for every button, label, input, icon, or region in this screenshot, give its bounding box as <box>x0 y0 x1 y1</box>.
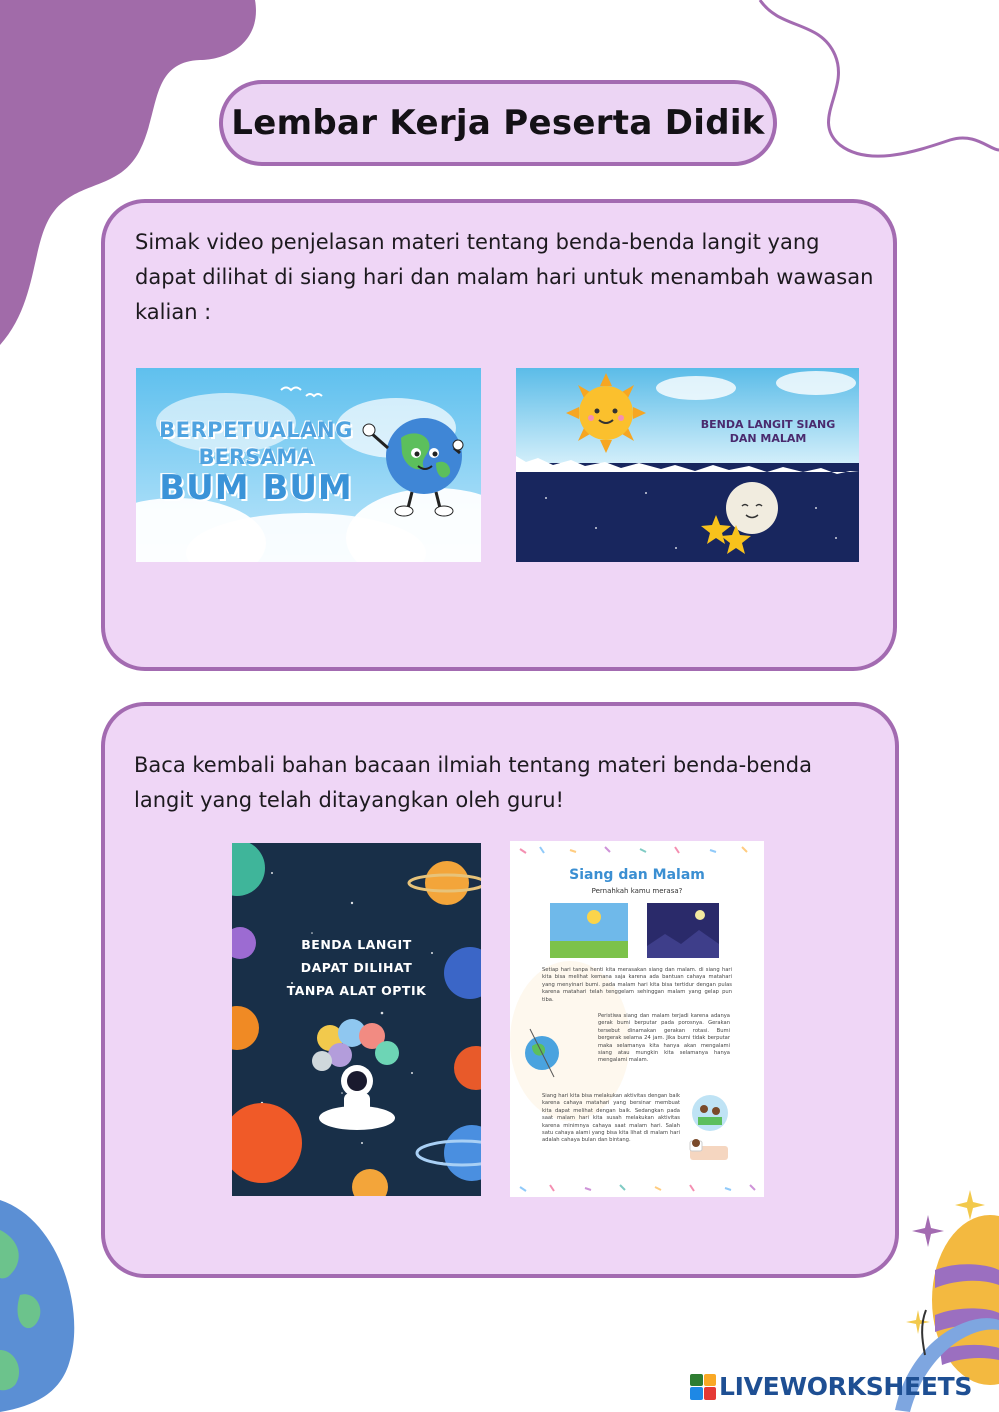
night-landscape-icon <box>647 903 719 958</box>
page-title: Lembar Kerja Peserta Didik <box>231 103 765 143</box>
video-instruction-text: Simak video penjelasan materi tentang benda-benda langit yang dapat dilihat di siang hari dan malam hari untuk menambah wawasan kalian : <box>135 230 874 324</box>
reading-instruction-text: Baca kembali bahan bacaan ilmiah tentang materi benda-benda langit yang telah ditayangkan oleh guru! <box>134 753 812 812</box>
page-title-pill <box>219 80 777 166</box>
watermark-text: LIVEWORKSHEETS <box>719 1372 973 1401</box>
moon-character-icon <box>726 482 778 534</box>
thumbnail-title-line: BERSAMA <box>198 445 314 469</box>
decorative-wave-line <box>740 0 999 170</box>
video-thumbnail-bumbum[interactable] <box>136 368 481 562</box>
video-section-card <box>101 199 897 671</box>
liveworksheets-logo-icon <box>690 1374 716 1400</box>
liveworksheets-watermark <box>690 1372 972 1401</box>
thumbnail-title-line: BERPETUALANG <box>159 418 353 442</box>
thumbnail-title-line: BUM BUM <box>159 468 353 508</box>
reading-page-paragraph: Setiap hari tanpa henti kita merasakan siang dan malam. di siang hari kita bisa melihat kemana saja karena ada bantuan cahaya matahari yang menyinari bumi. pada malam hari kita bisa tertidur dengan pulas karena matahari telah tenggelam sehinggan malam yang gelap pun tiba. <box>542 967 732 1003</box>
reading-poster-image[interactable] <box>232 843 481 1196</box>
reading-section-card <box>101 702 899 1278</box>
poster-title-line: BENDA LANGIT <box>301 937 412 952</box>
poster-title-line: DAPAT DILIHAT <box>300 960 413 975</box>
day-night-background <box>516 368 859 562</box>
children-activity-icon <box>692 1095 728 1131</box>
day-landscape-icon <box>550 903 628 958</box>
video-thumbnail-siang-malam[interactable] <box>516 368 859 562</box>
reading-page-title: Siang dan Malam <box>569 867 705 883</box>
sun-character-icon <box>566 373 646 453</box>
reading-page-paragraph: Siang hari kita bisa melakukan aktivitas dengan baik karena cahaya matahari yang bersinar membuat kita dapat melihat dengan baik. Sedangkan pada saat malam hari kita susah melakukan aktivitas karena minimnya cahaya saat malam hari. Salah satu cahaya alami yang bisa kita lihat di malam hari adalah cahaya bulan dan bintang. <box>542 1093 680 1144</box>
planet-decoration-icon <box>0 1200 80 1412</box>
reading-page-paragraph: Peristiwa siang dan malam terjadi karena adanya gerak bumi berputar pada porosnya. Gerakan tersebut dinamakan gerakan rotasi. Bumi bergerak selama 24 jam. Jika bumi tidak berputar maka selamanya kita hanya akan mengalami siang atau mungkin kita selamanya hanya mengalami malam. <box>598 1013 730 1064</box>
space-background <box>232 843 481 1196</box>
reading-page-subtitle: Pernahkah kamu merasa? <box>591 887 683 895</box>
poster-title-line: TANPA ALAT OPTIK <box>286 983 427 998</box>
sleeping-child-icon <box>690 1139 728 1160</box>
thumbnail-title: BENDA LANGIT SIANG DAN MALAM <box>700 418 836 445</box>
reading-page-image[interactable] <box>510 841 764 1197</box>
